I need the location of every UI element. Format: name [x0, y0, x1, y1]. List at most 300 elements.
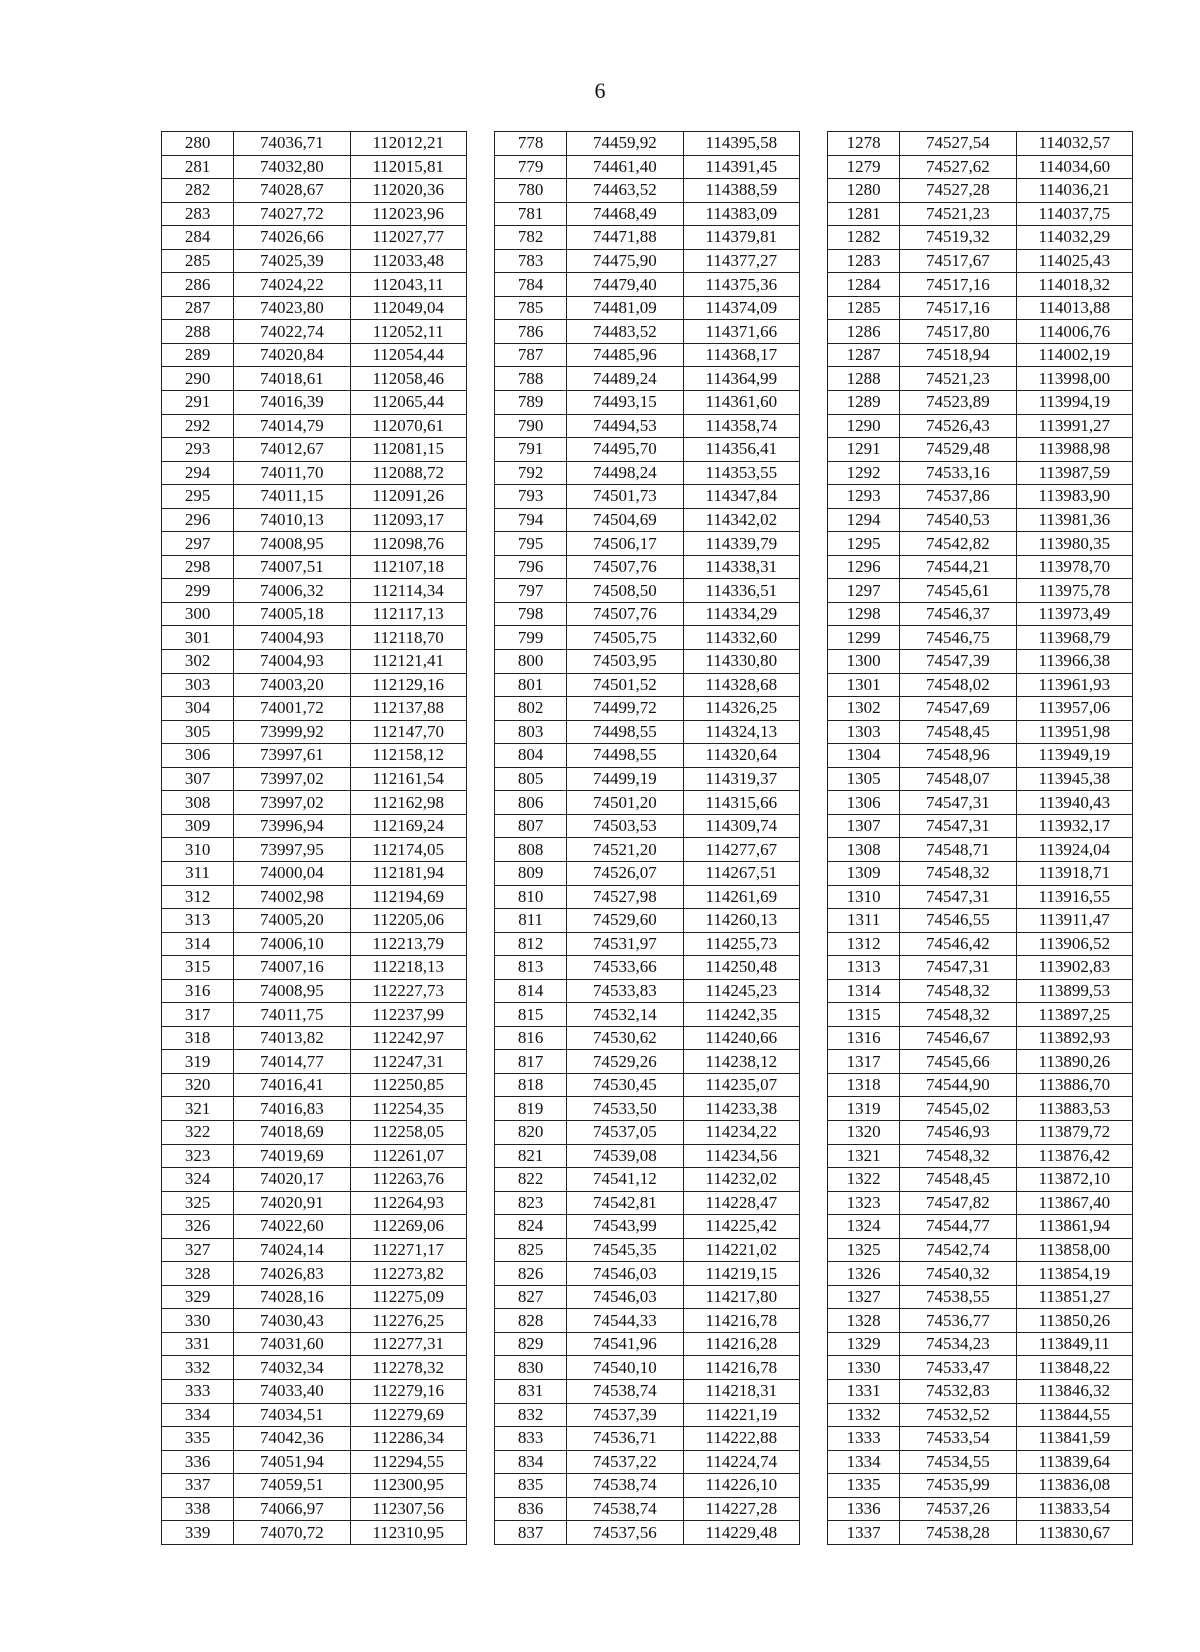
y-coordinate-cell: 112107,18	[350, 555, 466, 579]
column-gap	[466, 1168, 494, 1192]
y-coordinate-cell: 112310,95	[350, 1521, 466, 1545]
x-coordinate-cell: 74495,70	[567, 438, 683, 462]
point-number-cell: 330	[162, 1309, 234, 1333]
y-coordinate-cell: 112261,07	[350, 1144, 466, 1168]
column-gap	[466, 626, 494, 650]
column-gap	[466, 932, 494, 956]
table-row	[162, 532, 1133, 556]
point-number-cell: 1325	[828, 1238, 900, 1262]
y-coordinate-cell: 112081,15	[350, 438, 466, 462]
x-coordinate-cell: 74011,75	[234, 1003, 350, 1027]
y-coordinate-cell: 113851,27	[1016, 1285, 1132, 1309]
column-gap	[799, 626, 827, 650]
point-number-cell: 339	[162, 1521, 234, 1545]
y-coordinate-cell: 112279,16	[350, 1379, 466, 1403]
x-coordinate-cell: 74521,23	[900, 202, 1016, 226]
column-gap	[799, 956, 827, 980]
x-coordinate-cell: 74521,23	[900, 367, 1016, 391]
column-gap	[799, 1097, 827, 1121]
x-coordinate-cell: 74501,20	[567, 791, 683, 815]
y-coordinate-cell: 112263,76	[350, 1168, 466, 1192]
point-number-cell: 324	[162, 1168, 234, 1192]
column-gap	[799, 1262, 827, 1286]
point-number-cell: 305	[162, 720, 234, 744]
point-number-cell: 331	[162, 1332, 234, 1356]
x-coordinate-cell: 74016,41	[234, 1073, 350, 1097]
y-coordinate-cell: 114232,02	[683, 1168, 799, 1192]
x-coordinate-cell: 74548,32	[900, 1144, 1016, 1168]
column-gap	[466, 673, 494, 697]
column-gap	[466, 885, 494, 909]
y-coordinate-cell: 114377,27	[683, 249, 799, 273]
x-coordinate-cell: 74007,16	[234, 956, 350, 980]
y-coordinate-cell: 112049,04	[350, 296, 466, 320]
table-row	[162, 767, 1133, 791]
table-row	[162, 155, 1133, 179]
point-number-cell: 1283	[828, 249, 900, 273]
x-coordinate-cell: 74493,15	[567, 391, 683, 415]
x-coordinate-cell: 74503,95	[567, 650, 683, 674]
x-coordinate-cell: 73999,92	[234, 720, 350, 744]
point-number-cell: 809	[495, 861, 567, 885]
y-coordinate-cell: 112271,17	[350, 1238, 466, 1262]
point-number-cell: 1304	[828, 744, 900, 768]
x-coordinate-cell: 74533,16	[900, 461, 1016, 485]
table-row	[162, 1427, 1133, 1451]
y-coordinate-cell: 112118,70	[350, 626, 466, 650]
point-number-cell: 795	[495, 532, 567, 556]
point-number-cell: 1319	[828, 1097, 900, 1121]
point-number-cell: 1303	[828, 720, 900, 744]
x-coordinate-cell: 74541,12	[567, 1168, 683, 1192]
y-coordinate-cell: 112194,69	[350, 885, 466, 909]
column-gap	[466, 1356, 494, 1380]
point-number-cell: 810	[495, 885, 567, 909]
y-coordinate-cell: 112027,77	[350, 226, 466, 250]
column-gap	[466, 1309, 494, 1333]
point-number-cell: 293	[162, 438, 234, 462]
x-coordinate-cell: 74005,20	[234, 909, 350, 933]
y-coordinate-cell: 114375,36	[683, 273, 799, 297]
x-coordinate-cell: 74544,77	[900, 1215, 1016, 1239]
y-coordinate-cell: 114364,99	[683, 367, 799, 391]
x-coordinate-cell: 74548,32	[900, 861, 1016, 885]
point-number-cell: 1293	[828, 485, 900, 509]
x-coordinate-cell: 74025,39	[234, 249, 350, 273]
table-row	[162, 626, 1133, 650]
point-number-cell: 309	[162, 814, 234, 838]
x-coordinate-cell: 74536,77	[900, 1309, 1016, 1333]
x-coordinate-cell: 73996,94	[234, 814, 350, 838]
column-gap	[466, 767, 494, 791]
column-gap	[799, 1379, 827, 1403]
table-row	[162, 1474, 1133, 1498]
point-number-cell: 337	[162, 1474, 234, 1498]
column-gap	[466, 861, 494, 885]
table-row	[162, 602, 1133, 626]
y-coordinate-cell: 114261,69	[683, 885, 799, 909]
point-number-cell: 1288	[828, 367, 900, 391]
table-row	[162, 1191, 1133, 1215]
x-coordinate-cell: 74533,83	[567, 979, 683, 1003]
point-number-cell: 1321	[828, 1144, 900, 1168]
y-coordinate-cell: 112121,41	[350, 650, 466, 674]
y-coordinate-cell: 112286,34	[350, 1427, 466, 1451]
point-number-cell: 314	[162, 932, 234, 956]
point-number-cell: 307	[162, 767, 234, 791]
column-gap	[799, 155, 827, 179]
y-coordinate-cell: 114002,19	[1016, 343, 1132, 367]
point-number-cell: 1292	[828, 461, 900, 485]
y-coordinate-cell: 112162,98	[350, 791, 466, 815]
column-gap	[799, 438, 827, 462]
y-coordinate-cell: 112213,79	[350, 932, 466, 956]
x-coordinate-cell: 74545,66	[900, 1050, 1016, 1074]
column-gap	[799, 909, 827, 933]
x-coordinate-cell: 74022,74	[234, 320, 350, 344]
table-row	[162, 838, 1133, 862]
x-coordinate-cell: 74020,84	[234, 343, 350, 367]
column-gap	[799, 1332, 827, 1356]
column-gap	[799, 885, 827, 909]
y-coordinate-cell: 113988,98	[1016, 438, 1132, 462]
point-number-cell: 830	[495, 1356, 567, 1380]
column-gap	[466, 391, 494, 415]
point-number-cell: 825	[495, 1238, 567, 1262]
y-coordinate-cell: 113902,83	[1016, 956, 1132, 980]
column-gap	[799, 697, 827, 721]
x-coordinate-cell: 74546,93	[900, 1120, 1016, 1144]
table-row	[162, 132, 1133, 156]
y-coordinate-cell: 112277,31	[350, 1332, 466, 1356]
x-coordinate-cell: 74548,32	[900, 1003, 1016, 1027]
x-coordinate-cell: 74548,96	[900, 744, 1016, 768]
x-coordinate-cell: 74066,97	[234, 1497, 350, 1521]
y-coordinate-cell: 112137,88	[350, 697, 466, 721]
column-gap	[466, 461, 494, 485]
x-coordinate-cell: 73997,61	[234, 744, 350, 768]
table-row	[162, 1073, 1133, 1097]
point-number-cell: 289	[162, 343, 234, 367]
column-gap	[799, 1003, 827, 1027]
column-gap	[466, 956, 494, 980]
point-number-cell: 283	[162, 202, 234, 226]
x-coordinate-cell: 74498,55	[567, 720, 683, 744]
x-coordinate-cell: 74529,26	[567, 1050, 683, 1074]
y-coordinate-cell: 113892,93	[1016, 1026, 1132, 1050]
column-gap	[466, 132, 494, 156]
y-coordinate-cell: 114034,60	[1016, 155, 1132, 179]
y-coordinate-cell: 112279,69	[350, 1403, 466, 1427]
x-coordinate-cell: 74507,76	[567, 602, 683, 626]
table-row	[162, 979, 1133, 1003]
point-number-cell: 811	[495, 909, 567, 933]
table-row	[162, 1120, 1133, 1144]
point-number-cell: 333	[162, 1379, 234, 1403]
x-coordinate-cell: 74498,55	[567, 744, 683, 768]
table-row	[162, 1262, 1133, 1286]
y-coordinate-cell: 112012,21	[350, 132, 466, 156]
x-coordinate-cell: 74533,54	[900, 1427, 1016, 1451]
point-number-cell: 807	[495, 814, 567, 838]
y-coordinate-cell: 112227,73	[350, 979, 466, 1003]
column-gap	[799, 249, 827, 273]
x-coordinate-cell: 74534,23	[900, 1332, 1016, 1356]
column-gap	[799, 1215, 827, 1239]
x-coordinate-cell: 74506,17	[567, 532, 683, 556]
point-number-cell: 1301	[828, 673, 900, 697]
x-coordinate-cell: 74010,13	[234, 508, 350, 532]
table-row	[162, 391, 1133, 415]
x-coordinate-cell: 74499,19	[567, 767, 683, 791]
y-coordinate-cell: 114353,55	[683, 461, 799, 485]
point-number-cell: 329	[162, 1285, 234, 1309]
x-coordinate-cell: 74005,18	[234, 602, 350, 626]
point-number-cell: 1336	[828, 1497, 900, 1521]
point-number-cell: 1320	[828, 1120, 900, 1144]
table-row	[162, 673, 1133, 697]
point-number-cell: 826	[495, 1262, 567, 1286]
table-row	[162, 555, 1133, 579]
point-number-cell: 782	[495, 226, 567, 250]
y-coordinate-cell: 114219,15	[683, 1262, 799, 1286]
y-coordinate-cell: 113987,59	[1016, 461, 1132, 485]
x-coordinate-cell: 74530,62	[567, 1026, 683, 1050]
point-number-cell: 818	[495, 1073, 567, 1097]
table-row	[162, 1356, 1133, 1380]
y-coordinate-cell: 113906,52	[1016, 932, 1132, 956]
y-coordinate-cell: 113846,32	[1016, 1379, 1132, 1403]
point-number-cell: 315	[162, 956, 234, 980]
x-coordinate-cell: 74547,31	[900, 814, 1016, 838]
column-gap	[799, 320, 827, 344]
table-row	[162, 1050, 1133, 1074]
table-row	[162, 461, 1133, 485]
x-coordinate-cell: 74521,20	[567, 838, 683, 862]
point-number-cell: 296	[162, 508, 234, 532]
column-gap	[799, 1120, 827, 1144]
x-coordinate-cell: 74548,02	[900, 673, 1016, 697]
column-gap	[466, 791, 494, 815]
point-number-cell: 819	[495, 1097, 567, 1121]
column-gap	[799, 791, 827, 815]
x-coordinate-cell: 74499,72	[567, 697, 683, 721]
table-row	[162, 1309, 1133, 1333]
x-coordinate-cell: 74547,39	[900, 650, 1016, 674]
y-coordinate-cell: 113918,71	[1016, 861, 1132, 885]
y-coordinate-cell: 114379,81	[683, 226, 799, 250]
column-gap	[799, 1238, 827, 1262]
column-gap	[466, 1003, 494, 1027]
y-coordinate-cell: 112015,81	[350, 155, 466, 179]
column-gap	[466, 1450, 494, 1474]
point-number-cell: 322	[162, 1120, 234, 1144]
point-number-cell: 1305	[828, 767, 900, 791]
y-coordinate-cell: 113886,70	[1016, 1073, 1132, 1097]
x-coordinate-cell: 74016,83	[234, 1097, 350, 1121]
y-coordinate-cell: 114006,76	[1016, 320, 1132, 344]
column-gap	[799, 555, 827, 579]
x-coordinate-cell: 74546,03	[567, 1285, 683, 1309]
point-number-cell: 338	[162, 1497, 234, 1521]
point-number-cell: 1284	[828, 273, 900, 297]
column-gap	[466, 602, 494, 626]
y-coordinate-cell: 114224,74	[683, 1450, 799, 1474]
y-coordinate-cell: 112054,44	[350, 343, 466, 367]
x-coordinate-cell: 74526,43	[900, 414, 1016, 438]
point-number-cell: 1285	[828, 296, 900, 320]
column-gap	[799, 861, 827, 885]
table-row	[162, 414, 1133, 438]
column-gap	[799, 202, 827, 226]
table-row	[162, 932, 1133, 956]
y-coordinate-cell: 113841,59	[1016, 1427, 1132, 1451]
point-number-cell: 793	[495, 485, 567, 509]
y-coordinate-cell: 113994,19	[1016, 391, 1132, 415]
column-gap	[466, 508, 494, 532]
x-coordinate-cell: 74475,90	[567, 249, 683, 273]
x-coordinate-cell: 74547,31	[900, 791, 1016, 815]
x-coordinate-cell: 74501,73	[567, 485, 683, 509]
y-coordinate-cell: 113957,06	[1016, 697, 1132, 721]
column-gap	[799, 720, 827, 744]
point-number-cell: 787	[495, 343, 567, 367]
y-coordinate-cell: 112091,26	[350, 485, 466, 509]
y-coordinate-cell: 113998,00	[1016, 367, 1132, 391]
x-coordinate-cell: 74481,09	[567, 296, 683, 320]
y-coordinate-cell: 112205,06	[350, 909, 466, 933]
y-coordinate-cell: 113940,43	[1016, 791, 1132, 815]
y-coordinate-cell: 114233,38	[683, 1097, 799, 1121]
y-coordinate-cell: 112258,05	[350, 1120, 466, 1144]
point-number-cell: 291	[162, 391, 234, 415]
point-number-cell: 1302	[828, 697, 900, 721]
y-coordinate-cell: 113883,53	[1016, 1097, 1132, 1121]
y-coordinate-cell: 113949,19	[1016, 744, 1132, 768]
y-coordinate-cell: 114255,73	[683, 932, 799, 956]
x-coordinate-cell: 74547,31	[900, 956, 1016, 980]
point-number-cell: 1310	[828, 885, 900, 909]
y-coordinate-cell: 113981,36	[1016, 508, 1132, 532]
point-number-cell: 808	[495, 838, 567, 862]
point-number-cell: 1317	[828, 1050, 900, 1074]
point-number-cell: 1327	[828, 1285, 900, 1309]
y-coordinate-cell: 112264,93	[350, 1191, 466, 1215]
x-coordinate-cell: 74485,96	[567, 343, 683, 367]
x-coordinate-cell: 74059,51	[234, 1474, 350, 1498]
y-coordinate-cell: 113830,67	[1016, 1521, 1132, 1545]
x-coordinate-cell: 74548,45	[900, 720, 1016, 744]
y-coordinate-cell: 114250,48	[683, 956, 799, 980]
point-number-cell: 794	[495, 508, 567, 532]
table-row	[162, 579, 1133, 603]
y-coordinate-cell: 113932,17	[1016, 814, 1132, 838]
y-coordinate-cell: 114338,31	[683, 555, 799, 579]
x-coordinate-cell: 74542,74	[900, 1238, 1016, 1262]
x-coordinate-cell: 74026,83	[234, 1262, 350, 1286]
x-coordinate-cell: 74018,61	[234, 367, 350, 391]
point-number-cell: 1313	[828, 956, 900, 980]
x-coordinate-cell: 74530,45	[567, 1073, 683, 1097]
x-coordinate-cell: 74008,95	[234, 979, 350, 1003]
point-number-cell: 332	[162, 1356, 234, 1380]
column-gap	[799, 1050, 827, 1074]
point-number-cell: 790	[495, 414, 567, 438]
table-row	[162, 1168, 1133, 1192]
y-coordinate-cell: 113991,27	[1016, 414, 1132, 438]
x-coordinate-cell: 74070,72	[234, 1521, 350, 1545]
x-coordinate-cell: 74533,47	[900, 1356, 1016, 1380]
y-coordinate-cell: 114216,78	[683, 1309, 799, 1333]
table-row	[162, 1238, 1133, 1262]
y-coordinate-cell: 114330,80	[683, 650, 799, 674]
point-number-cell: 788	[495, 367, 567, 391]
y-coordinate-cell: 114242,35	[683, 1003, 799, 1027]
x-coordinate-cell: 73997,02	[234, 767, 350, 791]
x-coordinate-cell: 74535,99	[900, 1474, 1016, 1498]
column-gap	[799, 602, 827, 626]
y-coordinate-cell: 112065,44	[350, 391, 466, 415]
x-coordinate-cell: 74008,95	[234, 532, 350, 556]
x-coordinate-cell: 74534,55	[900, 1450, 1016, 1474]
x-coordinate-cell: 74533,50	[567, 1097, 683, 1121]
y-coordinate-cell: 112161,54	[350, 767, 466, 791]
column-gap	[466, 1497, 494, 1521]
point-number-cell: 287	[162, 296, 234, 320]
point-number-cell: 786	[495, 320, 567, 344]
y-coordinate-cell: 114320,64	[683, 744, 799, 768]
point-number-cell: 812	[495, 932, 567, 956]
column-gap	[466, 296, 494, 320]
point-number-cell: 1289	[828, 391, 900, 415]
point-number-cell: 321	[162, 1097, 234, 1121]
x-coordinate-cell: 74538,74	[567, 1474, 683, 1498]
point-number-cell: 1328	[828, 1309, 900, 1333]
point-number-cell: 1329	[828, 1332, 900, 1356]
x-coordinate-cell: 74024,14	[234, 1238, 350, 1262]
table-row	[162, 485, 1133, 509]
column-gap	[466, 1262, 494, 1286]
x-coordinate-cell: 74546,03	[567, 1262, 683, 1286]
x-coordinate-cell: 74508,50	[567, 579, 683, 603]
table-row	[162, 1379, 1133, 1403]
x-coordinate-cell: 74027,72	[234, 202, 350, 226]
point-number-cell: 303	[162, 673, 234, 697]
y-coordinate-cell: 114235,07	[683, 1073, 799, 1097]
y-coordinate-cell: 112276,25	[350, 1309, 466, 1333]
column-gap	[799, 1427, 827, 1451]
table-row	[162, 1097, 1133, 1121]
table-row	[162, 885, 1133, 909]
y-coordinate-cell: 114228,47	[683, 1191, 799, 1215]
x-coordinate-cell: 74020,17	[234, 1168, 350, 1192]
point-number-cell: 799	[495, 626, 567, 650]
x-coordinate-cell: 74006,10	[234, 932, 350, 956]
y-coordinate-cell: 112237,99	[350, 1003, 466, 1027]
point-number-cell: 832	[495, 1403, 567, 1427]
point-number-cell: 1294	[828, 508, 900, 532]
point-number-cell: 316	[162, 979, 234, 1003]
x-coordinate-cell: 74463,52	[567, 179, 683, 203]
y-coordinate-cell: 112158,12	[350, 744, 466, 768]
y-coordinate-cell: 113924,04	[1016, 838, 1132, 862]
point-number-cell: 798	[495, 602, 567, 626]
point-number-cell: 1308	[828, 838, 900, 862]
point-number-cell: 1295	[828, 532, 900, 556]
x-coordinate-cell: 74547,69	[900, 697, 1016, 721]
column-gap	[466, 909, 494, 933]
y-coordinate-cell: 114315,66	[683, 791, 799, 815]
